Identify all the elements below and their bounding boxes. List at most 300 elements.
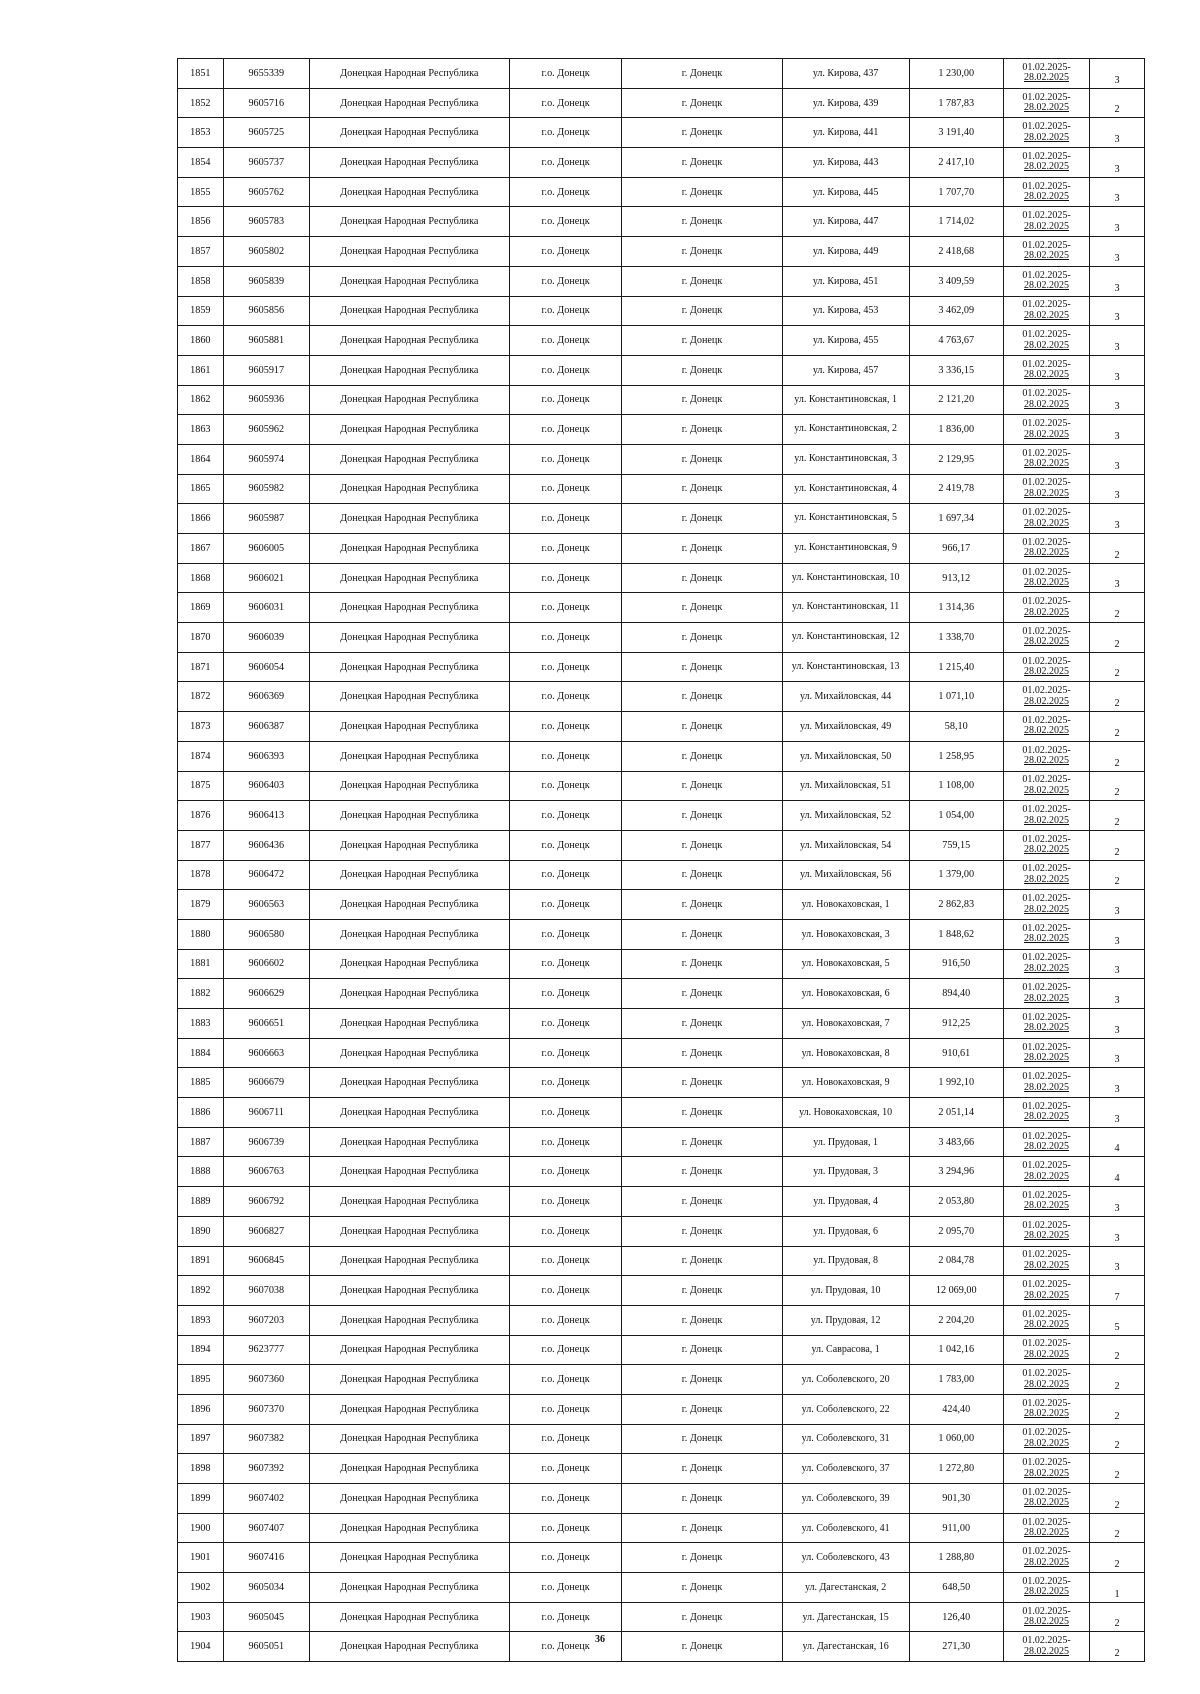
object-code-cell: 9607360 <box>223 1365 309 1395</box>
area-cell: 3 294,96 <box>909 1157 1003 1187</box>
area-cell: 271,30 <box>909 1632 1003 1662</box>
region-cell: Донецкая Народная Республика <box>309 1602 509 1632</box>
street-address-cell: ул. Новокаховская, 3 <box>782 919 909 949</box>
period-start-text: 01.02.2025- <box>1022 388 1071 400</box>
street-address-cell: ул. Кирова, 455 <box>782 326 909 356</box>
city-cell: г. Донецк <box>622 1187 782 1217</box>
period-start-text: 01.02.2025- <box>1022 1100 1071 1112</box>
district-cell: г.о. Донецк <box>509 949 622 979</box>
street-address-cell: ул. Михайловская, 51 <box>782 771 909 801</box>
row-number-cell: 1868 <box>178 563 224 593</box>
city-cell: г. Донецк <box>622 1246 782 1276</box>
object-code-cell: 9606039 <box>223 623 309 653</box>
city-cell: г. Донецк <box>622 415 782 445</box>
city-cell: г. Донецк <box>622 652 782 682</box>
region-cell: Донецкая Народная Республика <box>309 266 509 296</box>
object-code-cell: 9606827 <box>223 1216 309 1246</box>
row-number-cell: 1876 <box>178 801 224 831</box>
row-number-cell: 1890 <box>178 1216 224 1246</box>
row-number-cell: 1881 <box>178 949 224 979</box>
region-cell: Донецкая Народная Республика <box>309 860 509 890</box>
area-cell: 2 204,20 <box>909 1305 1003 1335</box>
district-cell: г.о. Донецк <box>509 504 622 534</box>
region-cell: Донецкая Народная Республика <box>309 444 509 474</box>
table-row <box>178 593 1145 623</box>
city-cell: г. Донецк <box>622 1305 782 1335</box>
row-number-cell: 1898 <box>178 1454 224 1484</box>
row-number-cell: 1866 <box>178 504 224 534</box>
count-cell: 3 <box>1090 296 1145 326</box>
city-cell: г. Донецк <box>622 207 782 237</box>
city-cell: г. Донецк <box>622 1127 782 1157</box>
region-cell: Донецкая Народная Республика <box>309 1098 509 1128</box>
period-cell <box>1003 474 1089 504</box>
area-cell: 1 042,16 <box>909 1335 1003 1365</box>
table-row <box>178 534 1145 564</box>
count-cell: 3 <box>1090 326 1145 356</box>
table-row <box>178 919 1145 949</box>
city-cell: г. Донецк <box>622 1484 782 1514</box>
period-end-text: 28.02.2025 <box>1024 1230 1070 1242</box>
period-start-text: 01.02.2025- <box>1022 91 1071 103</box>
period-cell <box>1003 1394 1089 1424</box>
district-cell: г.о. Донецк <box>509 771 622 801</box>
row-number-cell: 1888 <box>178 1157 224 1187</box>
period-start-text: 01.02.2025- <box>1022 477 1071 489</box>
period-cell <box>1003 712 1089 742</box>
table-row <box>178 1157 1145 1187</box>
period-start-text: 01.02.2025- <box>1022 596 1071 608</box>
region-cell: Донецкая Народная Республика <box>309 326 509 356</box>
street-address-cell: ул. Прудовая, 6 <box>782 1216 909 1246</box>
region-cell: Донецкая Народная Республика <box>309 1009 509 1039</box>
row-number-cell: 1894 <box>178 1335 224 1365</box>
count-cell: 3 <box>1090 444 1145 474</box>
area-cell: 911,00 <box>909 1513 1003 1543</box>
city-cell: г. Донецк <box>622 1602 782 1632</box>
region-cell: Донецкая Народная Республика <box>309 919 509 949</box>
district-cell: г.о. Донецк <box>509 830 622 860</box>
period-cell <box>1003 148 1089 178</box>
row-number-cell: 1869 <box>178 593 224 623</box>
table-row <box>178 949 1145 979</box>
period-cell <box>1003 919 1089 949</box>
district-cell: г.о. Донецк <box>509 88 622 118</box>
table-row <box>178 890 1145 920</box>
area-cell: 3 483,66 <box>909 1127 1003 1157</box>
city-cell: г. Донецк <box>622 1098 782 1128</box>
city-cell: г. Донецк <box>622 237 782 267</box>
count-cell: 5 <box>1090 1305 1145 1335</box>
object-code-cell: 9606563 <box>223 890 309 920</box>
period-cell <box>1003 1305 1089 1335</box>
street-address-cell: ул. Михайловская, 56 <box>782 860 909 890</box>
period-start-text: 01.02.2025- <box>1022 1546 1071 1558</box>
table-row <box>178 296 1145 326</box>
period-end-text: 28.02.2025 <box>1024 933 1070 945</box>
district-cell: г.о. Донецк <box>509 801 622 831</box>
object-code-cell: 9606054 <box>223 652 309 682</box>
area-cell: 894,40 <box>909 979 1003 1009</box>
period-start-text: 01.02.2025- <box>1022 121 1071 133</box>
count-cell: 2 <box>1090 771 1145 801</box>
object-code-cell: 9605737 <box>223 148 309 178</box>
period-start-text: 01.02.2025- <box>1022 447 1071 459</box>
period-cell <box>1003 1543 1089 1573</box>
period-end-text: 28.02.2025 <box>1024 398 1070 410</box>
city-cell: г. Донецк <box>622 177 782 207</box>
street-address-cell: ул. Новокаховская, 1 <box>782 890 909 920</box>
period-cell <box>1003 1365 1089 1395</box>
table-row <box>178 59 1145 89</box>
period-cell <box>1003 1276 1089 1306</box>
area-cell: 1 379,00 <box>909 860 1003 890</box>
street-address-cell: ул. Кирова, 443 <box>782 148 909 178</box>
city-cell: г. Донецк <box>622 266 782 296</box>
region-cell: Донецкая Народная Республика <box>309 801 509 831</box>
table-row <box>178 1305 1145 1335</box>
period-end-text: 28.02.2025 <box>1024 1289 1070 1301</box>
row-number-cell: 1865 <box>178 474 224 504</box>
period-end-text: 28.02.2025 <box>1024 1052 1070 1064</box>
area-cell: 2 051,14 <box>909 1098 1003 1128</box>
street-address-cell: ул. Константиновская, 13 <box>782 652 909 682</box>
registry-table-body <box>178 59 1145 1662</box>
period-end-text: 28.02.2025 <box>1024 755 1070 767</box>
area-cell: 1 787,83 <box>909 88 1003 118</box>
period-end-text: 28.02.2025 <box>1024 844 1070 856</box>
row-number-cell: 1858 <box>178 266 224 296</box>
period-start-text: 01.02.2025- <box>1022 418 1071 430</box>
district-cell: г.о. Донецк <box>509 1335 622 1365</box>
period-start-text: 01.02.2025- <box>1022 61 1071 73</box>
object-code-cell: 9606031 <box>223 593 309 623</box>
table-row <box>178 1009 1145 1039</box>
count-cell: 3 <box>1090 949 1145 979</box>
period-end-text: 28.02.2025 <box>1024 666 1070 678</box>
table-row <box>178 415 1145 445</box>
district-cell: г.о. Донецк <box>509 860 622 890</box>
district-cell: г.о. Донецк <box>509 1424 622 1454</box>
object-code-cell: 9607407 <box>223 1513 309 1543</box>
district-cell: г.о. Донецк <box>509 1157 622 1187</box>
count-cell: 1 <box>1090 1573 1145 1603</box>
object-code-cell: 9605045 <box>223 1602 309 1632</box>
street-address-cell: ул. Кирова, 445 <box>782 177 909 207</box>
district-cell: г.о. Донецк <box>509 979 622 1009</box>
count-cell: 3 <box>1090 474 1145 504</box>
table-row <box>178 444 1145 474</box>
object-code-cell: 9606413 <box>223 801 309 831</box>
table-row <box>178 88 1145 118</box>
row-number-cell: 1884 <box>178 1038 224 1068</box>
count-cell: 3 <box>1090 504 1145 534</box>
district-cell: г.о. Донецк <box>509 1246 622 1276</box>
period-end-text: 28.02.2025 <box>1024 636 1070 648</box>
table-row <box>178 237 1145 267</box>
object-code-cell: 9606711 <box>223 1098 309 1128</box>
table-row <box>178 177 1145 207</box>
table-row <box>178 1127 1145 1157</box>
district-cell: г.о. Донецк <box>509 1038 622 1068</box>
period-start-text: 01.02.2025- <box>1022 1575 1071 1587</box>
period-end-text: 28.02.2025 <box>1024 1586 1070 1598</box>
row-number-cell: 1856 <box>178 207 224 237</box>
street-address-cell: ул. Новокаховская, 9 <box>782 1068 909 1098</box>
area-cell: 3 409,59 <box>909 266 1003 296</box>
region-cell: Донецкая Народная Республика <box>309 296 509 326</box>
district-cell: г.о. Донецк <box>509 1187 622 1217</box>
city-cell: г. Донецк <box>622 801 782 831</box>
area-cell: 1 230,00 <box>909 59 1003 89</box>
period-end-text: 28.02.2025 <box>1024 1616 1070 1628</box>
table-row <box>178 1394 1145 1424</box>
district-cell: г.о. Донецк <box>509 237 622 267</box>
city-cell: г. Донецк <box>622 1573 782 1603</box>
street-address-cell: ул. Кирова, 437 <box>782 59 909 89</box>
area-cell: 1 258,95 <box>909 741 1003 771</box>
row-number-cell: 1852 <box>178 88 224 118</box>
object-code-cell: 9605987 <box>223 504 309 534</box>
count-cell: 7 <box>1090 1276 1145 1306</box>
period-cell <box>1003 177 1089 207</box>
period-start-text: 01.02.2025- <box>1022 1219 1071 1231</box>
period-cell <box>1003 59 1089 89</box>
object-code-cell: 9606580 <box>223 919 309 949</box>
city-cell: г. Донецк <box>622 59 782 89</box>
region-cell: Донецкая Народная Республика <box>309 593 509 623</box>
city-cell: г. Донецк <box>622 355 782 385</box>
count-cell: 3 <box>1090 118 1145 148</box>
city-cell: г. Донецк <box>622 682 782 712</box>
street-address-cell: ул. Константиновская, 1 <box>782 385 909 415</box>
area-cell: 1 697,34 <box>909 504 1003 534</box>
region-cell: Донецкая Народная Республика <box>309 682 509 712</box>
table-row <box>178 1246 1145 1276</box>
area-cell: 2 095,70 <box>909 1216 1003 1246</box>
object-code-cell: 9607203 <box>223 1305 309 1335</box>
object-code-cell: 9606369 <box>223 682 309 712</box>
period-end-text: 28.02.2025 <box>1024 814 1070 826</box>
object-code-cell: 9606739 <box>223 1127 309 1157</box>
period-start-text: 01.02.2025- <box>1022 922 1071 934</box>
street-address-cell: ул. Соболевского, 37 <box>782 1454 909 1484</box>
row-number-cell: 1862 <box>178 385 224 415</box>
row-number-cell: 1902 <box>178 1573 224 1603</box>
period-start-text: 01.02.2025- <box>1022 329 1071 341</box>
object-code-cell: 9605762 <box>223 177 309 207</box>
table-row <box>178 979 1145 1009</box>
district-cell: г.о. Донецк <box>509 385 622 415</box>
region-cell: Донецкая Народная Республика <box>309 1068 509 1098</box>
table-row <box>178 1543 1145 1573</box>
period-start-text: 01.02.2025- <box>1022 1338 1071 1350</box>
row-number-cell: 1853 <box>178 118 224 148</box>
area-cell: 1 992,10 <box>909 1068 1003 1098</box>
region-cell: Донецкая Народная Республика <box>309 1424 509 1454</box>
area-cell: 2 121,20 <box>909 385 1003 415</box>
registry-table <box>177 58 1145 1662</box>
district-cell: г.о. Донецк <box>509 1276 622 1306</box>
period-end-text: 28.02.2025 <box>1024 220 1070 232</box>
object-code-cell: 9605802 <box>223 237 309 267</box>
row-number-cell: 1863 <box>178 415 224 445</box>
period-end-text: 28.02.2025 <box>1024 517 1070 529</box>
period-cell <box>1003 415 1089 445</box>
region-cell: Донецкая Народная Республика <box>309 1038 509 1068</box>
period-start-text: 01.02.2025- <box>1022 833 1071 845</box>
city-cell: г. Донецк <box>622 712 782 742</box>
row-number-cell: 1889 <box>178 1187 224 1217</box>
table-row <box>178 623 1145 653</box>
city-cell: г. Донецк <box>622 1632 782 1662</box>
count-cell: 3 <box>1090 979 1145 1009</box>
count-cell: 3 <box>1090 148 1145 178</box>
street-address-cell: ул. Соболевского, 43 <box>782 1543 909 1573</box>
period-cell <box>1003 1513 1089 1543</box>
period-start-text: 01.02.2025- <box>1022 1041 1071 1053</box>
period-end-text: 28.02.2025 <box>1024 992 1070 1004</box>
district-cell: г.о. Донецк <box>509 1454 622 1484</box>
table-row <box>178 504 1145 534</box>
area-cell: 1 108,00 <box>909 771 1003 801</box>
count-cell: 3 <box>1090 385 1145 415</box>
row-number-cell: 1885 <box>178 1068 224 1098</box>
row-number-cell: 1867 <box>178 534 224 564</box>
period-cell <box>1003 1602 1089 1632</box>
period-cell <box>1003 1157 1089 1187</box>
city-cell: г. Донецк <box>622 593 782 623</box>
street-address-cell: ул. Новокаховская, 5 <box>782 949 909 979</box>
city-cell: г. Донецк <box>622 1424 782 1454</box>
period-cell <box>1003 1068 1089 1098</box>
region-cell: Донецкая Народная Республика <box>309 830 509 860</box>
street-address-cell: ул. Дагестанская, 15 <box>782 1602 909 1632</box>
period-end-text: 28.02.2025 <box>1024 339 1070 351</box>
object-code-cell: 9623777 <box>223 1335 309 1365</box>
area-cell: 4 763,67 <box>909 326 1003 356</box>
area-cell: 3 462,09 <box>909 296 1003 326</box>
district-cell: г.о. Донецк <box>509 1305 622 1335</box>
object-code-cell: 9607416 <box>223 1543 309 1573</box>
object-code-cell: 9605783 <box>223 207 309 237</box>
period-end-text: 28.02.2025 <box>1024 131 1070 143</box>
period-end-text: 28.02.2025 <box>1024 1408 1070 1420</box>
city-cell: г. Донецк <box>622 1394 782 1424</box>
object-code-cell: 9605856 <box>223 296 309 326</box>
period-cell <box>1003 890 1089 920</box>
table-row <box>178 1602 1145 1632</box>
row-number-cell: 1861 <box>178 355 224 385</box>
period-cell <box>1003 860 1089 890</box>
object-code-cell: 9606679 <box>223 1068 309 1098</box>
object-code-cell: 9606021 <box>223 563 309 593</box>
period-cell <box>1003 88 1089 118</box>
street-address-cell: ул. Прудовая, 10 <box>782 1276 909 1306</box>
city-cell: г. Донецк <box>622 504 782 534</box>
table-row <box>178 266 1145 296</box>
page-number: 36 <box>595 1634 605 1645</box>
table-row <box>178 207 1145 237</box>
period-end-text: 28.02.2025 <box>1024 784 1070 796</box>
region-cell: Донецкая Народная Республика <box>309 652 509 682</box>
row-number-cell: 1878 <box>178 860 224 890</box>
period-start-text: 01.02.2025- <box>1022 299 1071 311</box>
period-end-text: 28.02.2025 <box>1024 1556 1070 1568</box>
count-cell: 2 <box>1090 1394 1145 1424</box>
city-cell: г. Донецк <box>622 474 782 504</box>
city-cell: г. Донецк <box>622 890 782 920</box>
period-end-text: 28.02.2025 <box>1024 1081 1070 1093</box>
region-cell: Донецкая Народная Республика <box>309 59 509 89</box>
region-cell: Донецкая Народная Республика <box>309 474 509 504</box>
period-end-text: 28.02.2025 <box>1024 191 1070 203</box>
row-number-cell: 1883 <box>178 1009 224 1039</box>
area-cell: 916,50 <box>909 949 1003 979</box>
period-cell <box>1003 1187 1089 1217</box>
street-address-cell: ул. Соболевского, 20 <box>782 1365 909 1395</box>
area-cell: 1 714,02 <box>909 207 1003 237</box>
period-start-text: 01.02.2025- <box>1022 714 1071 726</box>
period-end-text: 28.02.2025 <box>1024 903 1070 915</box>
city-cell: г. Донецк <box>622 741 782 771</box>
city-cell: г. Донецк <box>622 771 782 801</box>
street-address-cell: ул. Константиновская, 2 <box>782 415 909 445</box>
street-address-cell: ул. Константиновская, 4 <box>782 474 909 504</box>
period-cell <box>1003 296 1089 326</box>
row-number-cell: 1851 <box>178 59 224 89</box>
street-address-cell: ул. Саврасова, 1 <box>782 1335 909 1365</box>
count-cell: 4 <box>1090 1127 1145 1157</box>
period-cell <box>1003 1038 1089 1068</box>
period-end-text: 28.02.2025 <box>1024 1170 1070 1182</box>
table-row <box>178 474 1145 504</box>
street-address-cell: ул. Прудовая, 3 <box>782 1157 909 1187</box>
period-start-text: 01.02.2025- <box>1022 1189 1071 1201</box>
city-cell: г. Донецк <box>622 1068 782 1098</box>
object-code-cell: 9606651 <box>223 1009 309 1039</box>
count-cell: 2 <box>1090 593 1145 623</box>
period-start-text: 01.02.2025- <box>1022 150 1071 162</box>
street-address-cell: ул. Прудовая, 12 <box>782 1305 909 1335</box>
period-start-text: 01.02.2025- <box>1022 1308 1071 1320</box>
city-cell: г. Донецк <box>622 444 782 474</box>
period-start-text: 01.02.2025- <box>1022 239 1071 251</box>
table-row <box>178 771 1145 801</box>
street-address-cell: ул. Константиновская, 11 <box>782 593 909 623</box>
table-row <box>178 682 1145 712</box>
street-address-cell: ул. Прудовая, 8 <box>782 1246 909 1276</box>
row-number-cell: 1901 <box>178 1543 224 1573</box>
period-cell <box>1003 444 1089 474</box>
object-code-cell: 9606845 <box>223 1246 309 1276</box>
period-end-text: 28.02.2025 <box>1024 577 1070 589</box>
object-code-cell: 9607382 <box>223 1424 309 1454</box>
count-cell: 2 <box>1090 1335 1145 1365</box>
street-address-cell: ул. Кирова, 441 <box>782 118 909 148</box>
district-cell: г.о. Донецк <box>509 741 622 771</box>
table-row <box>178 860 1145 890</box>
row-number-cell: 1891 <box>178 1246 224 1276</box>
city-cell: г. Донецк <box>622 563 782 593</box>
period-end-text: 28.02.2025 <box>1024 1111 1070 1123</box>
period-end-text: 28.02.2025 <box>1024 72 1070 84</box>
period-cell <box>1003 623 1089 653</box>
street-address-cell: ул. Кирова, 449 <box>782 237 909 267</box>
table-row <box>178 801 1145 831</box>
table-row <box>178 355 1145 385</box>
count-cell: 3 <box>1090 415 1145 445</box>
